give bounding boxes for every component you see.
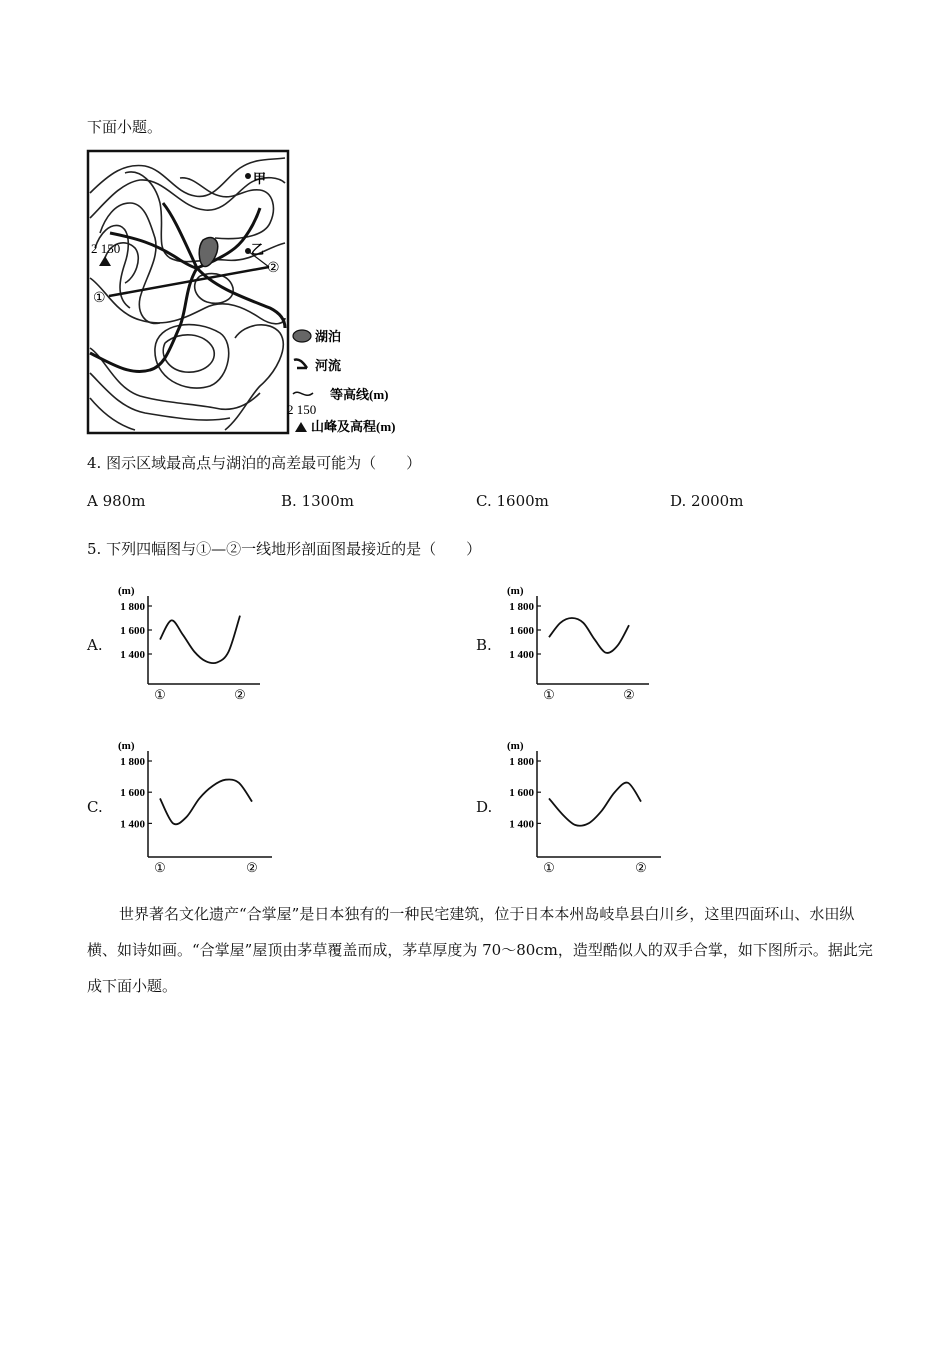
q4-option-c: C. 1600m [476, 492, 549, 510]
chart-a-xtick-label: ① [154, 687, 166, 702]
chart-d-ytick-label: 1 600 [509, 787, 534, 800]
point-jia [245, 173, 251, 179]
legend-peak-value: 2 150 [287, 402, 317, 417]
chart-b-ytick-label: 1 600 [509, 625, 534, 637]
chart-c-xtick-label: ② [246, 860, 258, 875]
chart-a-ytick-label: 1 800 [120, 601, 145, 613]
intro-text: 下面小题。 [87, 118, 163, 136]
topographic-map [85, 148, 415, 438]
chart-d-xtick-label: ① [543, 860, 555, 875]
profile-chart-c [108, 735, 280, 875]
chart-d-xtick-label: ② [635, 860, 647, 875]
chart-a-ytick-label: 1 600 [120, 625, 145, 637]
chart-c-profile-line [160, 779, 252, 824]
chart-c-xtick-label: ① [154, 860, 166, 875]
q5-option-a-label: A. [87, 636, 103, 654]
profile-chart-d [497, 735, 669, 875]
legend-river-label: 河流 [315, 358, 342, 373]
q5-option-b-label: B. [476, 636, 492, 654]
legend-river-icon [294, 359, 307, 368]
chart-d-ylabel: (m) [507, 740, 524, 752]
chart-a-xtick-label: ② [234, 687, 246, 702]
chart-b-xtick-label: ① [543, 687, 555, 702]
legend-contour-icon [293, 392, 313, 395]
q5-option-c-label: C. [87, 798, 103, 816]
lake [199, 238, 217, 267]
label-yi: 乙 [251, 242, 265, 257]
q5-option-d-label: D. [476, 798, 493, 816]
chart-a-ytick-label: 1 400 [120, 649, 145, 661]
chart-d-ytick-label: 1 800 [509, 756, 534, 768]
chart-b-profile-line [549, 618, 629, 653]
chart-c-ytick-label: 1 800 [120, 756, 145, 768]
chart-b-ylabel: (m) [507, 585, 524, 597]
chart-b-ytick-label: 1 800 [509, 601, 534, 613]
q4-option-a: A 980m [87, 492, 146, 510]
legend-peak-icon [295, 422, 307, 432]
profile-chart-b [497, 580, 657, 702]
legend-contour-label: 等高线(m) [330, 387, 389, 402]
q4-stem: 4. 图示区域最高点与湖泊的高差最可能为（ ） [87, 454, 422, 472]
chart-b-ytick-label: 1 400 [509, 649, 534, 661]
label-peak-value: 2 150 [91, 241, 121, 256]
chart-a-ylabel: (m) [118, 585, 135, 597]
peak-triangle-icon [99, 256, 111, 266]
chart-b-xtick-label: ② [623, 687, 635, 702]
q5-stem: 5. 下列四幅图与①—②一线地形剖面图最接近的是（ ） [87, 540, 482, 558]
legend-peak-label: 山峰及高程(m) [311, 419, 396, 434]
chart-c-ytick-label: 1 400 [120, 818, 145, 831]
legend-lake-label: 湖泊 [315, 329, 342, 344]
label-point2: ② [267, 261, 280, 276]
profile-chart-a [108, 580, 268, 702]
label-point1: ① [93, 291, 106, 306]
chart-d-ytick-label: 1 400 [509, 818, 534, 831]
legend-lake-icon [293, 330, 311, 342]
chart-d-profile-line [549, 783, 641, 826]
passage-text: 世界著名文化遗产“合掌屋”是日本独有的一种民宅建筑，位于日本本州岛岐阜县白川乡，这里四面环山、水田纵横、如诗如画。“合掌屋”屋顶由茅草覆盖而成，茅草厚度为 70～80cm，造型酷似人的双手合掌，如下图所示。据此完成下面小题。 [87, 905, 873, 995]
q4-option-d: D. 2000m [670, 492, 744, 510]
q4-option-b: B. 1300m [281, 492, 354, 510]
chart-c-ylabel: (m) [118, 740, 135, 752]
label-jia: 甲 [253, 171, 267, 186]
chart-a-profile-line [160, 616, 240, 664]
chart-c-ytick-label: 1 600 [120, 787, 145, 800]
